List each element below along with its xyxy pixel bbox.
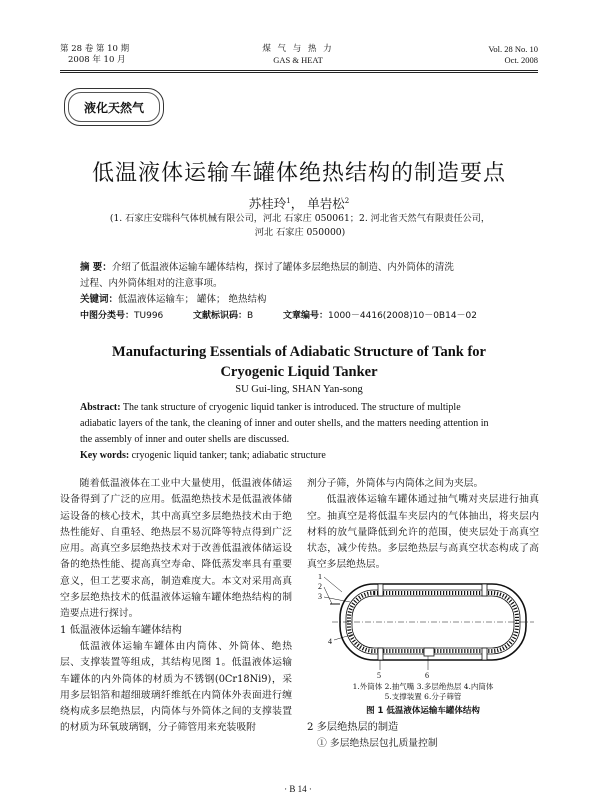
paragraph-continued: 剂分子筛，外筒体与内筒体之间为夹层。 [307, 478, 484, 489]
text-line: 高真空状态，减少传热。多层绝热层与高真空状态 [307, 526, 540, 555]
text-line: 低温液体运输车罐体由内筒体、外筒体、绝热 [79, 640, 292, 652]
title-en: Manufacturing Essentials of Adiabatic Structure of Tank for Cryogenic Liquid Tanker [112, 344, 486, 380]
text-line: 体储运设备的核心技术，其中高真空多层绝热技术 [60, 494, 293, 522]
support-bottom-1 [378, 648, 383, 660]
header-rule [60, 70, 538, 71]
right-column-lower [307, 720, 539, 753]
fig-num-2: 2 [318, 582, 322, 591]
text-line: 低温液体运输车罐体通过抽气嘴对夹层进行抽 [326, 494, 530, 506]
support-top-1 [378, 584, 383, 596]
heading-2: 2 多层绝热层的制造 [307, 722, 399, 733]
volume-issue: 第 28 卷 第 10 期 2008 年 10 月 [60, 44, 130, 65]
text-line: 构成了高真空多层绝热层。 [307, 543, 540, 571]
text-line: 缠绕构成多层绝热层，内筒体与外筒体之间的支撑 [60, 689, 292, 718]
text-line: 真空。抽真空是将低温车夹层内的气体抽出，将夹 [307, 494, 539, 522]
text-line: 层内材料的放气量降低到允许的范围，使夹层处于 [307, 510, 540, 538]
figure-caption: 图 1 低温液体运输车罐体结构 [366, 706, 480, 716]
text-line: 到广泛应用。高真空多层绝热技术对于改善低温液 [60, 526, 293, 555]
fig-num-5: 5 [377, 671, 381, 680]
text-line: 采用高真空多层绝热技术的低温液体运输车罐体绝 [60, 575, 293, 604]
support-bottom-2 [482, 648, 487, 660]
affiliations: (1. 石家庄安瑞科气体机械有限公司，河北 石家庄 050061；2. 河北省天然气有限责任公司， 河北 石家庄 050000) [109, 213, 491, 238]
authors-en: SU Gui-ling, SHAN Yan-song [235, 384, 363, 395]
fig-num-1: 1 [318, 574, 322, 581]
header-rule-2 [60, 72, 538, 73]
abstract-en: Abstract: The tank structure of cryogenic liquid tanker is introduced. The structure of multiple adiabatic layers of the tank, the cleaning of inner and outer shells, and the matters needing attention in the assembly of inner and outer shells are discussed. Key words: cryogenic liquid tanker; tank; adiabatic structure [80, 402, 489, 461]
paragraph-intro [60, 476, 292, 623]
text-line: 具有重要意义，但工艺要求高，制造难度大。本文对 [60, 559, 293, 587]
fig-num-3: 3 [318, 592, 322, 601]
paragraph-structure [60, 639, 292, 737]
fig-num-4: 4 [328, 637, 332, 646]
paragraph-vacuum [307, 492, 539, 573]
abstract-cn: 摘 要：介绍了低温液体运输车罐体结构，探讨了罐体多层绝热层的制造、内外筒体的清洗 过程、内外筒体组对的注意事项。 关键词：低温液体运输车； 罐体； 绝热结构 中图分类号：TU996 文献标识码：B 文章编号：1000－4416(2008)10－0B14－02 [80, 262, 477, 321]
heading-1: 1 低温液体运输车罐体结构 [60, 624, 182, 636]
text-line: 运设备得到了广泛的应用。低温绝热技术是低温液 [60, 478, 292, 506]
right-column [307, 476, 539, 574]
tank-structure-figure [312, 574, 538, 680]
left-column [60, 476, 292, 737]
text-line: 热结构的制造要点进行探讨。 [60, 592, 293, 620]
text-line: 随着低温液体在工业中大量使用，低温液体储 [79, 478, 283, 489]
journal-name: 煤 气 与 热 力 GAS & HEAT [262, 44, 334, 65]
section-label-box [64, 88, 164, 126]
support-top-2 [482, 584, 487, 596]
subheading-2-1: ① 多层绝热层包扎质量控制 [317, 738, 438, 750]
text-line: 用多层铝箔和超细玻璃纤维纸在内筒体外表面进行 [60, 689, 283, 701]
authors-cn: 苏桂玲$^1$， 单岩松$^2$ [248, 196, 350, 211]
text-line: 层、支撑装置等组成，其结构见图 1。低温液体运输 [60, 657, 292, 669]
text-line: 车罐体的内外筒体的材质为不锈钢(0Cr18Ni9)，采 [60, 673, 292, 685]
figure-legend: 1.外筒体 2.抽气嘴 3.多层绝热层 4.内筒体 5.支撑装置 6.分子筛管 [352, 682, 494, 701]
text-line: 装置的材质为环氧玻璃钢，分子筛管用来充装吸附 [60, 706, 293, 734]
fig-num-6: 6 [425, 671, 429, 680]
volume-issue-en: Vol. 28 No. 10 Oct. 2008 [488, 44, 538, 65]
text-line: 由于绝热性能好、自重轻、绝热层不易沉降等特点得 [60, 510, 293, 538]
page-number: · B 14 · [284, 784, 312, 794]
section-label: 液化天然气 [68, 92, 160, 122]
molecular-sieve-tube [424, 648, 434, 656]
text-line: 体储运设备的绝热性能、提高真空寿命、降低蒸发率 [60, 543, 293, 571]
title-cn: 低温液体运输车罐体绝热结构的制造要点 [91, 161, 506, 186]
